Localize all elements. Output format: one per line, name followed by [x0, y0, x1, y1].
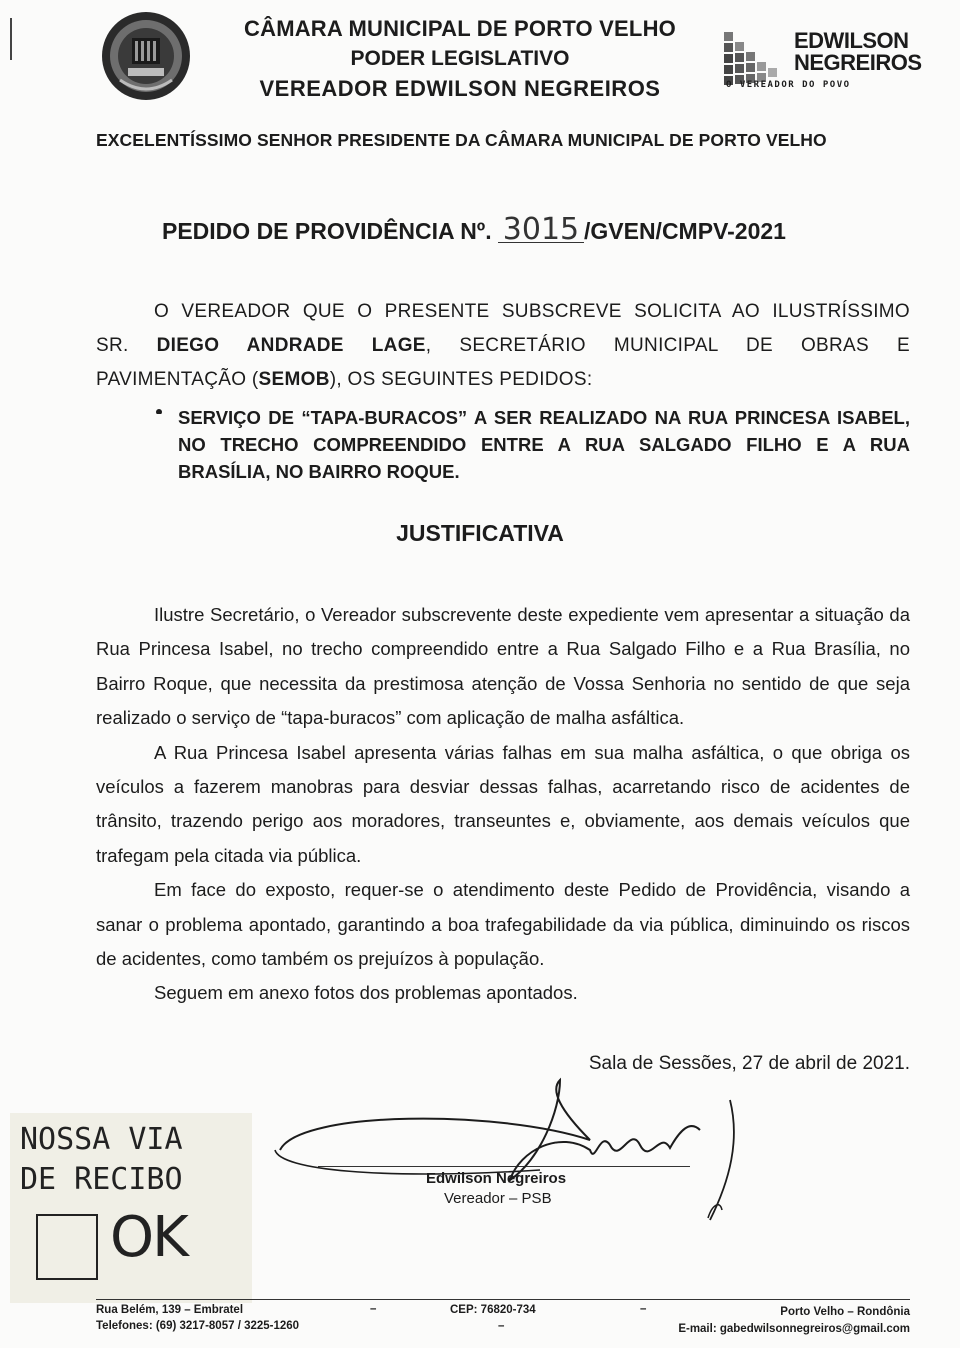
intro-line-2 [96, 329, 910, 363]
secretary-name: DIEGO ANDRADE LAGE [156, 335, 426, 356]
intro-line-1 [96, 295, 910, 329]
justification-paragraph-3: Em face do exposto, requer-se o atendimento deste Pedido de Providência, visando a sanar o problema apontado, garantindo a boa trafegabilidade da via pública, diminuindo os riscos de acidentes, como também os prejuízos à população. [96, 879, 910, 970]
intro-text-1: O VEREADOR QUE O PRESENTE SUBSCREVE SOLICITA AO ILUSTRÍSSIMO [154, 301, 910, 322]
justification-body [96, 598, 910, 1011]
date-line: Sala de Sessões, 27 de abril de 2021. [588, 1053, 910, 1074]
header-branch: PODER LEGISLATIVO [350, 47, 570, 70]
handwritten-signature [260, 1070, 760, 1240]
margin-mark [10, 18, 12, 60]
justification-paragraph-4: Seguem em anexo fotos dos problemas apontados. [154, 982, 578, 1004]
municipal-seal-icon [100, 10, 192, 102]
receipt-stamp-text [20, 1120, 250, 1200]
stamp-ok: OK [110, 1205, 187, 1270]
brand-logo [722, 26, 922, 98]
footer-separator-1: – [370, 1303, 377, 1315]
signer-name: Edwilson Negreiros [426, 1170, 567, 1187]
agency-acronym: SEMOB [258, 369, 330, 390]
brand-tagline: O VEREADOR DO POVO [726, 80, 851, 90]
footer-city: Porto Velho – Rondônia [780, 1306, 910, 1318]
stamp-line-1: NOSSA VIA [20, 1122, 183, 1157]
addressee: EXCELENTÍSSIMO SENHOR PRESIDENTE DA CÂMARA MUNICIPAL DE PORTO VELHO [96, 130, 827, 150]
request-item: SERVIÇO DE “TAPA-BURACOS” A SER REALIZADO NA RUA PRINCESA ISABEL, NO TRECHO COMPREENDIDO ENTRE A RUA SALGADO FILHO E A RUA BRASÍLIA, NO BAIRRO ROQUE. [178, 407, 910, 482]
brand-name [794, 28, 922, 75]
justification-title: JUSTIFICATIVA [396, 520, 564, 546]
footer-divider [96, 1299, 910, 1300]
brand-name-line1: EDWILSON [794, 28, 909, 53]
footer-cep: CEP: 76820-734 [450, 1304, 536, 1316]
handwritten-number: 3015 [498, 218, 584, 243]
justification-paragraph-1: Ilustre Secretário, o Vereador subscrevente deste expediente vem apresentar a situação da Rua Princesa Isabel, no trecho compreendido entre a Rua Salgado Filho e a Rua Brasília, no Bairro Roque, que necessita da prestimosa atenção de Vossa Senhoria no sentido de que seja realizado o serviço de “tapa-buracos” com aplicação de malha asfáltica. [96, 604, 910, 729]
intro-line-3 [96, 363, 910, 397]
stamp-line-2: DE RECIBO [20, 1162, 183, 1197]
footer-phones: Telefones: (69) 3217-8057 / 3225-1260 [96, 1320, 300, 1332]
header-chamber: CÂMARA MUNICIPAL DE PORTO VELHO [244, 16, 676, 41]
footer-address: Rua Belém, 139 – Embratel [96, 1304, 244, 1316]
title-prefix: PEDIDO DE PROVIDÊNCIA Nº. [162, 218, 492, 244]
intro-text-3b: ), OS SEGUINTES PEDIDOS: [329, 369, 593, 390]
intro-paragraph [96, 295, 910, 397]
header-councilor: VEREADOR EDWILSON NEGREIROS [259, 76, 661, 101]
footer-email: E-mail: gabedwilsonnegreiros@gmail.com [678, 1323, 910, 1335]
document-title [162, 212, 786, 247]
justification-paragraph-2: A Rua Princesa Isabel apresenta várias falhas em sua malha asfáltica, o que obriga os veículos a fazerem manobras para desviar dessas falhas, acarretando risco de acidentes de trânsito, trazendo perigo aos moradores, transeuntes e, obviamente, aos demais veículos que trafegam pela citada via pública. [96, 741, 910, 866]
footer-separator-2: – [640, 1303, 647, 1315]
brand-name-line2: NEGREIROS [794, 50, 922, 75]
title-suffix: /GVEN/CMPV-2021 [583, 218, 786, 244]
footer-separator-3: – [498, 1320, 505, 1332]
intro-text-2: , SECRETÁRIO MUNICIPAL DE OBRAS E [425, 335, 910, 356]
intro-sr: SR. [96, 335, 129, 356]
bullet-icon [154, 404, 164, 414]
intro-text-3a: PAVIMENTAÇÃO ( [96, 369, 259, 390]
letterhead [200, 14, 720, 104]
signer-role: Vereador – PSB [444, 1190, 552, 1207]
checkbox-icon [36, 1214, 98, 1280]
